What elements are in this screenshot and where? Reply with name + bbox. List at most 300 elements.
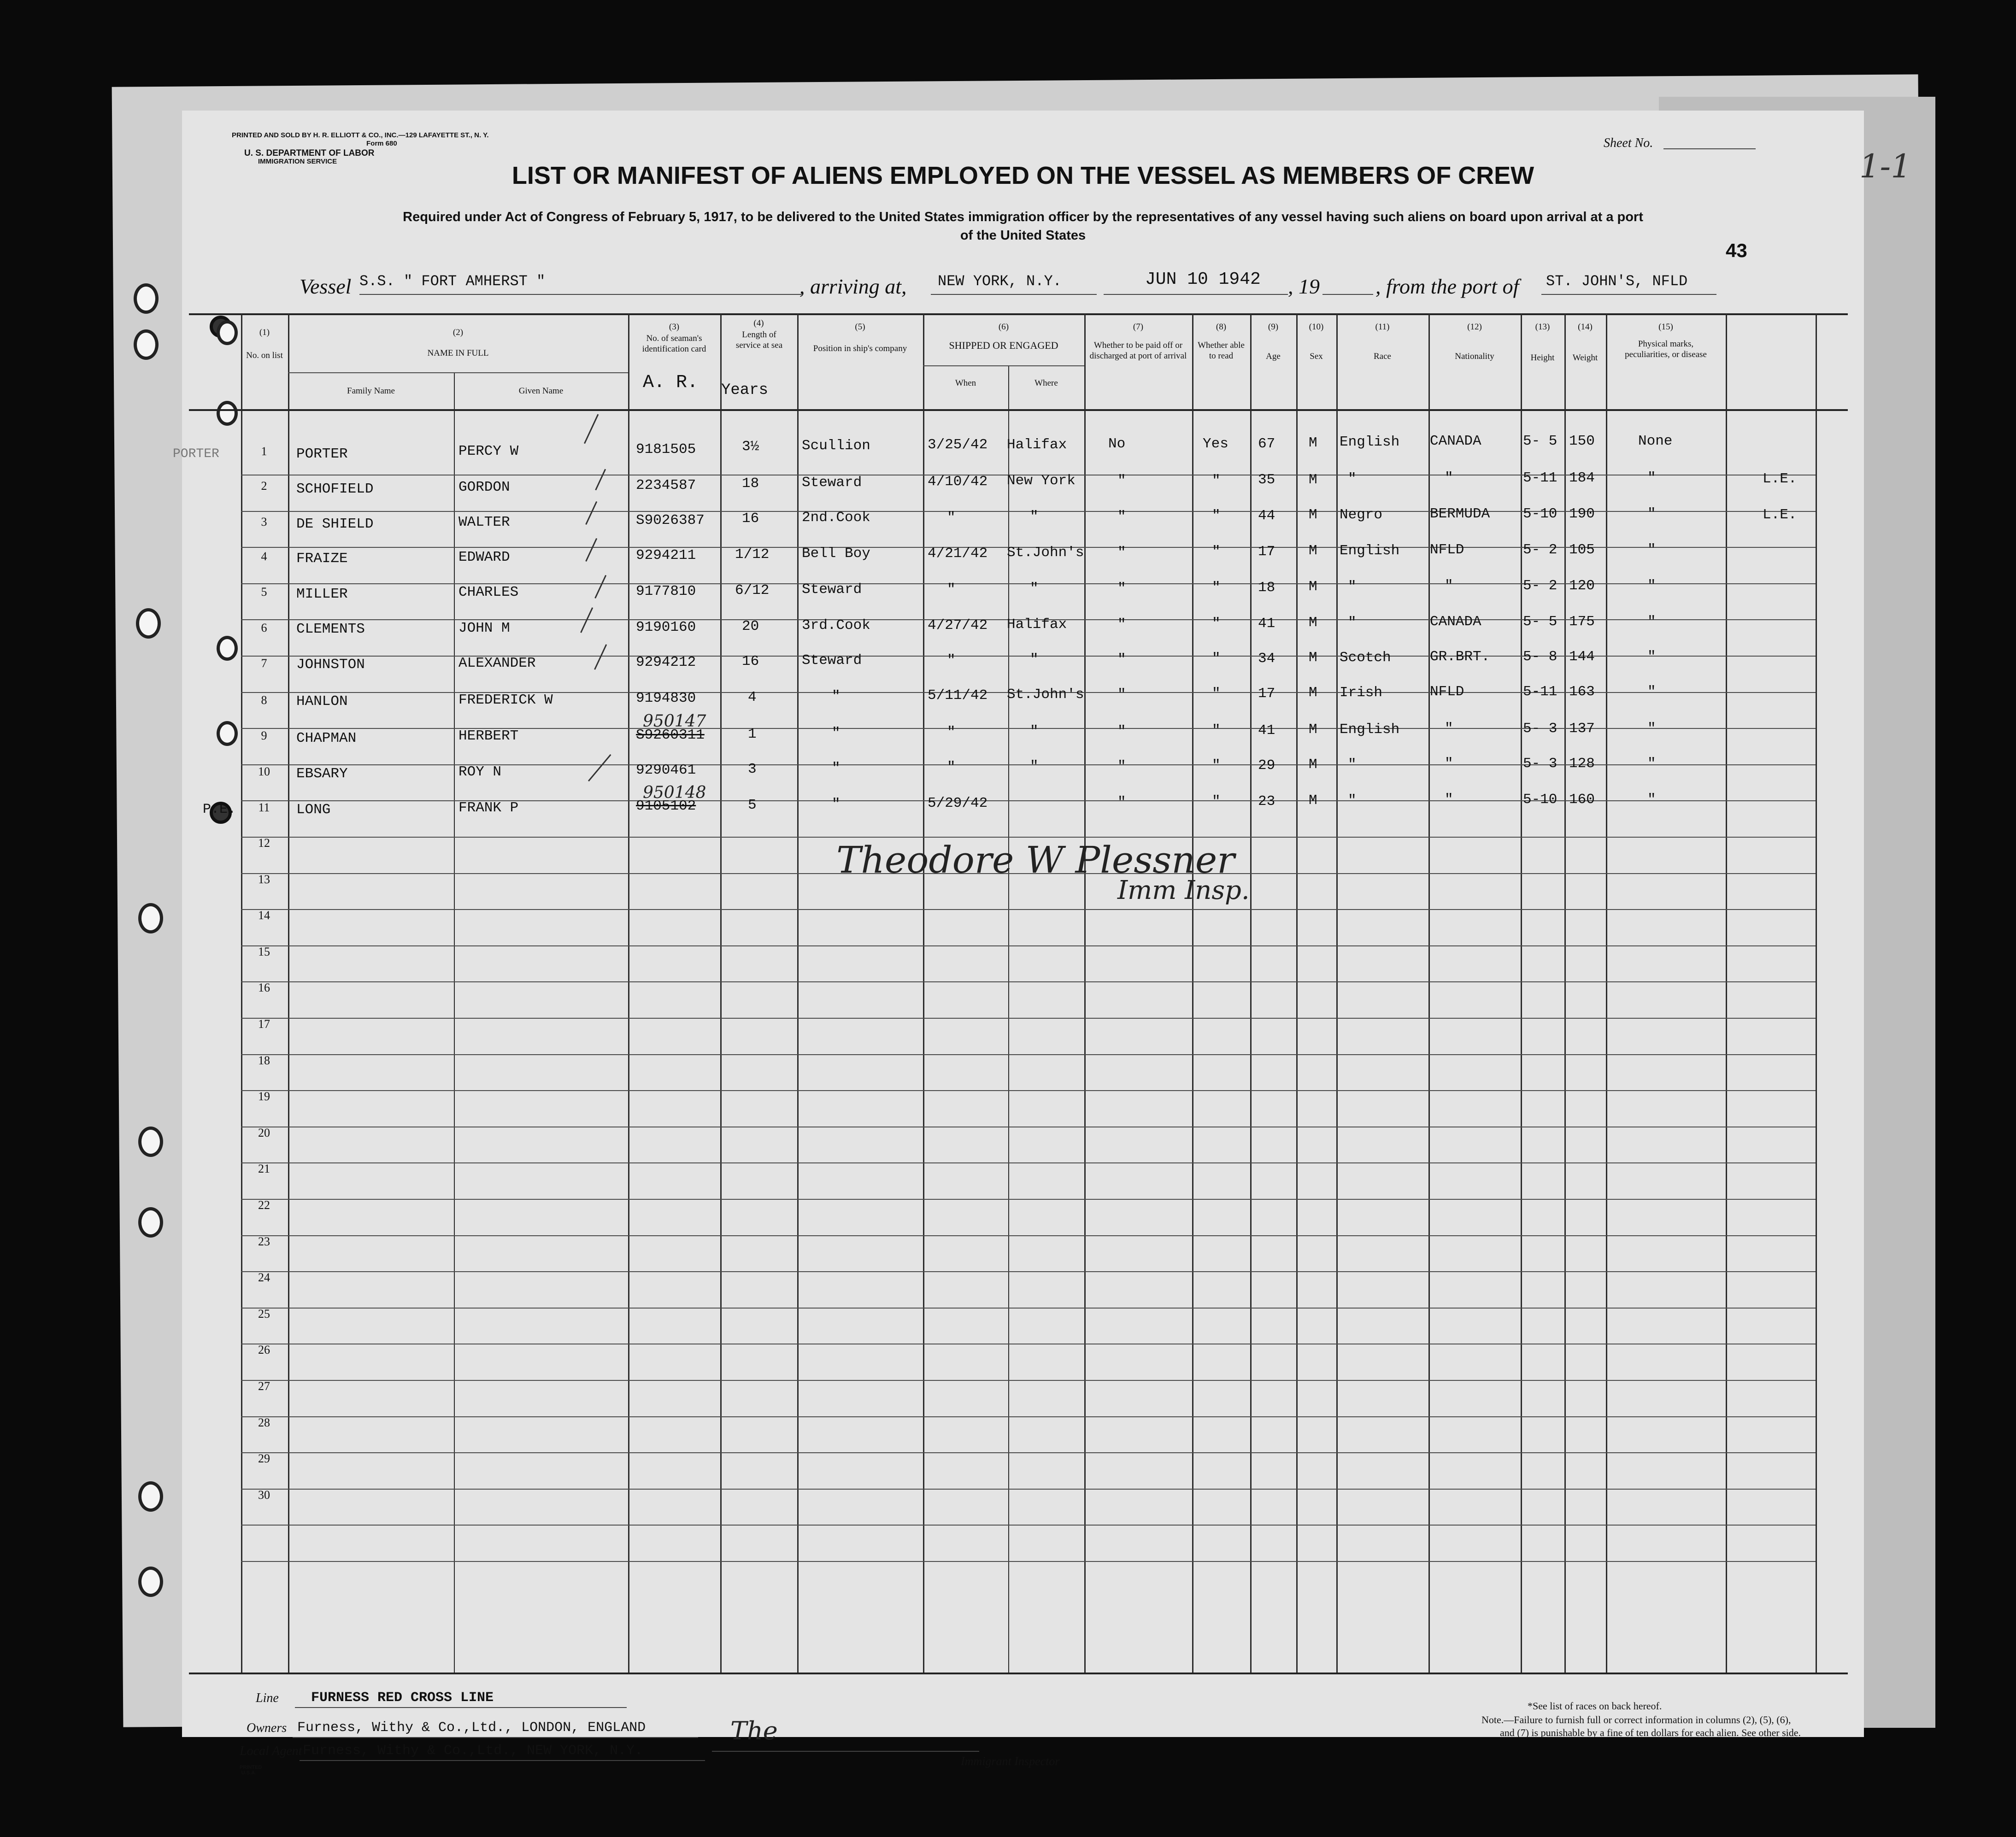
col4-num: (4) [753, 318, 764, 328]
when-header: When [955, 378, 976, 388]
height: 5- 2 [1523, 578, 1558, 594]
row-line [241, 1271, 1816, 1272]
col11-header: Race [1374, 352, 1391, 361]
printed-in-usa-stamp: PRINTED U.S.A. [240, 1765, 262, 1776]
id-card-number: 9294212 [636, 654, 696, 670]
given-name: HERBERT [458, 728, 519, 744]
column-divider [1192, 313, 1193, 1673]
sheet-number-line [1663, 148, 1756, 149]
row-line [241, 1380, 1816, 1381]
column-divider [1250, 313, 1252, 1673]
handwritten-card-correction: 950148 [643, 783, 706, 802]
subtitle: Required under Act of Congress of February 5, 1917, to be delivered to the United States immigration officer by the representatives of any vessel having such aliens on board upon arrival at a port [403, 210, 1643, 224]
physical-marks: " [1647, 792, 1656, 808]
check-mark [578, 746, 611, 781]
header-bottom-border [189, 409, 1848, 411]
arriving-label: , arriving at, [799, 275, 907, 298]
line-label: Line [256, 1691, 279, 1705]
note-penalty-2: and (7) is punishable by a fine of ten dollars for each alien. See other side. [1500, 1727, 1801, 1738]
row-number: 23 [258, 1235, 270, 1248]
binder-hole [138, 1481, 163, 1512]
sex: M [1309, 435, 1317, 451]
years-at-sea: 4 [748, 689, 757, 705]
physical-marks: " [1647, 470, 1656, 486]
col9-header: Age [1266, 352, 1281, 361]
years-at-sea: 3½ [742, 439, 759, 455]
age: 18 [1258, 580, 1275, 596]
family-name: EBSARY [296, 766, 348, 782]
col2-header: NAME IN FULL [427, 348, 489, 358]
given-name: PERCY W [458, 443, 519, 459]
paid-off: " [1117, 794, 1126, 810]
id-card-number: 9181505 [636, 441, 696, 458]
shipped-where: St.John's [1007, 687, 1084, 703]
family-name: HANLON [296, 693, 348, 710]
weight: 190 [1569, 506, 1595, 522]
age: 44 [1258, 508, 1275, 524]
row-line [241, 1054, 1816, 1055]
column-divider [241, 313, 242, 1673]
check-mark [583, 464, 606, 490]
col8-header: Whether able to read [1198, 340, 1245, 361]
able-to-read: " [1212, 757, 1221, 774]
owners: Furness, Withy & Co.,Ltd., LONDON, ENGLAND [297, 1720, 646, 1736]
col10-header: Sex [1310, 352, 1323, 361]
id-card-number: 9190160 [636, 619, 696, 635]
given-name: FRANK P [458, 800, 519, 816]
id-card-number: S9260311 [636, 727, 705, 743]
row-number: 17 [258, 1017, 270, 1031]
row-number: 16 [258, 981, 270, 994]
row-number: 27 [258, 1379, 270, 1393]
manifest-sheet [173, 111, 1864, 1776]
col2-num: (2) [453, 328, 464, 337]
arrival-port: NEW YORK, N.Y. [938, 273, 1062, 290]
age: 17 [1258, 544, 1275, 560]
shipped-when: 4/27/42 [928, 617, 988, 634]
nationality: " [1445, 470, 1453, 486]
id-card-number: 9177810 [636, 583, 696, 599]
race: English [1340, 722, 1400, 738]
family-name: PORTER [296, 446, 348, 462]
row-line [241, 837, 1816, 838]
page-title: LIST OR MANIFEST OF ALIENS EMPLOYED ON THE VESSEL AS MEMBERS OF CREW [511, 162, 1534, 189]
sheet-number-label: Sheet No. [1604, 136, 1653, 150]
id-card-number: 2234587 [636, 477, 696, 493]
family-name: CLEMENTS [296, 621, 365, 637]
years-at-sea: 3 [748, 761, 757, 777]
weight: 144 [1569, 649, 1595, 665]
column-divider [797, 313, 799, 1673]
height: 5- 8 [1523, 649, 1558, 665]
row-number: 9 [261, 729, 267, 742]
weight: 105 [1569, 542, 1595, 558]
able-to-read: " [1212, 473, 1221, 489]
weight: 160 [1569, 792, 1595, 808]
height: 5- 2 [1523, 542, 1558, 558]
nationality: " [1445, 756, 1453, 772]
row-number: 29 [258, 1452, 270, 1465]
shipped-when: " [947, 724, 956, 740]
shipped-when: " [947, 510, 956, 526]
check-mark [569, 602, 593, 633]
shipped-when: " [947, 652, 956, 669]
binder-hole [217, 721, 238, 746]
col12-num: (12) [1467, 322, 1482, 332]
height: 5- 3 [1523, 756, 1558, 772]
nationality: BERMUDA [1430, 506, 1490, 522]
position: " [832, 796, 840, 812]
physical-marks: " [1647, 506, 1656, 522]
shipped-when: " [947, 581, 956, 598]
col12-header: Nationality [1455, 352, 1494, 361]
underline [712, 1751, 979, 1752]
physical-marks: " [1647, 542, 1656, 558]
row-number: 5 [261, 585, 267, 599]
sex: M [1309, 472, 1317, 488]
given-name: JOHN M [458, 620, 510, 636]
row-line [241, 945, 1816, 946]
family-name-header: Family Name [347, 386, 395, 396]
row-line [241, 1416, 1816, 1417]
race: " [1348, 757, 1357, 773]
race: " [1348, 615, 1357, 631]
col8-num: (8) [1216, 322, 1227, 332]
position: " [832, 725, 840, 741]
underline [1541, 294, 1716, 295]
from-port-label: , from the port of [1375, 275, 1519, 298]
handwritten-card-correction: 950147 [643, 712, 706, 731]
vessel-label: Vessel [300, 275, 352, 298]
paid-off: No [1108, 436, 1126, 452]
given-name: ROY N [458, 764, 502, 780]
able-to-read: " [1212, 580, 1221, 596]
check-mark [582, 639, 607, 669]
given-name: FREDERICK W [458, 692, 553, 708]
col6-header: SHIPPED OR ENGAGED [949, 340, 1058, 351]
name-subheader-line [288, 372, 628, 373]
row-number: 30 [258, 1488, 270, 1502]
col1-num: (1) [259, 328, 270, 337]
id-card-number: 9290461 [636, 762, 696, 778]
column-divider [1816, 313, 1817, 1673]
physical-marks: " [1647, 756, 1656, 772]
race: Irish [1340, 685, 1383, 701]
row-number: 26 [258, 1343, 270, 1356]
row-number: 25 [258, 1307, 270, 1321]
race: " [1348, 579, 1357, 595]
nationality: NFLD [1430, 542, 1464, 558]
binder-hole [136, 608, 161, 639]
binder-hole [138, 1127, 163, 1157]
nationality: CANADA [1430, 433, 1481, 449]
position: Bell Boy [802, 546, 870, 562]
row-number: 28 [258, 1416, 270, 1429]
position: 2nd.Cook [802, 510, 870, 526]
sex: M [1309, 792, 1317, 809]
column-divider [288, 313, 289, 1673]
paid-off: " [1117, 687, 1126, 703]
margin-note-right: L.E. [1763, 507, 1797, 523]
underline [359, 294, 802, 295]
shipped-where: New York [1007, 473, 1076, 489]
inspector-signature: Theodore W Plessner [836, 839, 1235, 881]
column-divider [1008, 366, 1009, 1673]
margin-mark: 1-1 [1859, 147, 1911, 185]
binder-hole [217, 636, 238, 661]
sex: M [1309, 757, 1317, 773]
row-number: 2 [261, 479, 267, 493]
vessel-name: S.S. " FORT AMHERST " [359, 273, 546, 290]
weight: 184 [1569, 470, 1595, 486]
row-number: 22 [258, 1198, 270, 1212]
shipped-where: " [1030, 509, 1039, 525]
binder-hole [217, 320, 238, 345]
col13-header: Height [1530, 353, 1555, 363]
row-number: 6 [261, 621, 267, 634]
able-to-read: " [1212, 651, 1221, 667]
row-line [241, 909, 1816, 910]
height: 5-10 [1523, 792, 1558, 808]
underline [1322, 294, 1373, 295]
binder-hole [138, 1207, 163, 1238]
year-label: , 19 [1288, 275, 1320, 298]
immigrant-inspector-label: Immigrant Inspector [961, 1755, 1060, 1768]
race: Negro [1340, 507, 1383, 523]
able-to-read: " [1212, 722, 1221, 739]
age: 35 [1258, 472, 1275, 488]
family-name: JOHNSTON [296, 657, 365, 673]
col11-num: (11) [1375, 322, 1390, 332]
binder-hole [217, 401, 238, 426]
sex: M [1309, 615, 1317, 631]
shipped-when: 4/10/42 [928, 474, 988, 490]
shipped-when: " [947, 759, 956, 775]
paid-off: " [1117, 545, 1126, 561]
row-number: 15 [258, 945, 270, 958]
able-to-read: " [1212, 544, 1221, 560]
able-to-read: " [1212, 508, 1221, 524]
id-card-number: 9194830 [636, 690, 696, 706]
column-divider [1726, 313, 1727, 1673]
height: 5- 3 [1523, 721, 1558, 737]
row-line [241, 1489, 1816, 1490]
column-divider [720, 313, 722, 1673]
physical-marks: " [1647, 721, 1656, 737]
form-number: Form 680 [366, 140, 397, 147]
shipped-where: Halifax [1007, 437, 1067, 453]
weight: 120 [1569, 578, 1595, 594]
inspector-initials: The [730, 1716, 778, 1745]
row-line [241, 1018, 1816, 1019]
col14-header: Weight [1572, 353, 1598, 363]
paid-off: " [1117, 616, 1126, 633]
col10-num: (10) [1309, 322, 1324, 332]
years-at-sea: 6/12 [735, 582, 770, 599]
underline [1104, 294, 1288, 295]
age: 67 [1258, 436, 1275, 452]
shipped-subheader-line [923, 365, 1084, 366]
age: 41 [1258, 616, 1275, 632]
height: 5-11 [1523, 684, 1558, 700]
paid-off: " [1117, 509, 1126, 525]
col4-header: Length of service at sea [735, 330, 783, 350]
binder-hole [138, 903, 163, 933]
given-name: GORDON [458, 479, 510, 495]
inspector-title: Imm Insp. [1117, 875, 1250, 905]
col9-num: (9) [1268, 322, 1279, 332]
row-number: 4 [261, 550, 267, 563]
row-number: 10 [258, 765, 270, 778]
position: 3rd.Cook [802, 617, 870, 634]
row-line [241, 1162, 1816, 1163]
weight: 128 [1569, 756, 1595, 772]
height: 5- 5 [1523, 433, 1558, 449]
nationality: CANADA [1430, 614, 1481, 630]
age: 34 [1258, 651, 1275, 667]
row-line [241, 1235, 1816, 1236]
row-number: 13 [258, 873, 270, 886]
weight: 175 [1569, 614, 1595, 630]
binder-hole [138, 1567, 163, 1597]
departure-port: ST. JOHN'S, NFLD [1546, 273, 1688, 290]
column-divider [628, 313, 629, 1673]
arrival-date-stamp: JUN 10 1942 [1145, 270, 1261, 289]
column-divider [454, 373, 455, 1673]
margin-note-right: L.E. [1763, 471, 1797, 487]
weight: 137 [1569, 721, 1595, 737]
id-card-number: S9026387 [636, 512, 705, 528]
years-at-sea: 1/12 [735, 546, 770, 563]
nationality: " [1445, 578, 1453, 594]
given-name: EDWARD [458, 549, 510, 565]
service: IMMIGRATION SERVICE [258, 158, 337, 165]
col5-num: (5) [855, 322, 865, 332]
position: " [832, 688, 840, 704]
sex: M [1309, 507, 1317, 523]
check-mark [572, 409, 599, 444]
underline [295, 1707, 627, 1708]
nationality: " [1445, 792, 1453, 808]
row-number: 12 [258, 836, 270, 850]
physical-marks: " [1647, 614, 1656, 630]
shipped-where: Halifax [1007, 616, 1067, 633]
col15-num: (15) [1658, 322, 1673, 332]
col7-header: Whether to be paid off or discharged at port of arrival [1089, 340, 1187, 361]
check-mark [574, 496, 597, 525]
height: 5- 5 [1523, 614, 1558, 630]
row-number: 18 [258, 1054, 270, 1067]
weight: 150 [1569, 433, 1595, 449]
column-divider [1296, 313, 1298, 1673]
margin-note-left: PORTER [173, 447, 219, 461]
column-divider [923, 313, 924, 1673]
id-card-number: 9105102 [636, 798, 696, 814]
col7-num: (7) [1133, 322, 1144, 332]
table-top-border [189, 313, 1848, 315]
shipped-when: 5/11/42 [928, 687, 988, 704]
row-line [241, 1308, 1816, 1309]
column-divider [1564, 313, 1566, 1673]
nationality: " [1445, 721, 1453, 737]
sex: M [1309, 543, 1317, 559]
given-name: ALEXANDER [458, 655, 536, 671]
column-divider [1606, 313, 1607, 1673]
local-agent: Furness, Withy & Co.,Ltd., NEW YORK, N.Y. [303, 1743, 643, 1759]
shipped-where: " [1030, 651, 1039, 668]
row-number: 21 [258, 1162, 270, 1175]
years-at-sea: 1 [748, 726, 757, 742]
row-line [241, 981, 1816, 982]
underline [300, 1760, 705, 1761]
row-number: 7 [261, 657, 267, 670]
age: 23 [1258, 793, 1275, 810]
row-line [241, 1561, 1816, 1562]
page-number: 43 [1726, 240, 1747, 261]
able-to-read: " [1212, 686, 1221, 702]
card-series-prefix: A. R. [643, 372, 699, 393]
able-to-read: " [1212, 616, 1221, 632]
position: Steward [802, 652, 862, 669]
column-divider [1084, 313, 1086, 1673]
weight: 163 [1569, 684, 1595, 700]
shipping-line: FURNESS RED CROSS LINE [311, 1690, 494, 1706]
height: 5-11 [1523, 470, 1558, 486]
local-agent-label: Local Agent [240, 1744, 302, 1758]
nationality: GR.BRT. [1430, 649, 1490, 665]
row-number: 11 [258, 801, 270, 814]
underline [293, 1737, 698, 1738]
column-divider [1521, 313, 1522, 1673]
underline [931, 294, 1097, 295]
position: Scullion [802, 438, 870, 454]
service-unit: Years [721, 381, 769, 399]
able-to-read: " [1212, 793, 1221, 810]
years-at-sea: 18 [742, 475, 759, 492]
note-races: *See list of races on back hereof. [1528, 1700, 1662, 1712]
binder-hole [134, 329, 159, 360]
note-penalty: Note.—Failure to furnish full or correct information in columns (2), (5), (6), [1481, 1714, 1791, 1725]
sex: M [1309, 722, 1317, 738]
subtitle-2: of the United States [960, 228, 1086, 243]
race: " [1348, 471, 1357, 487]
department: U. S. DEPARTMENT OF LABOR [244, 148, 375, 158]
shipped-where: " [1030, 581, 1039, 597]
race: " [1348, 792, 1357, 809]
age: 41 [1258, 722, 1275, 739]
shipped-where: " [1030, 758, 1039, 775]
col15-header: Physical marks, peculiarities, or disease [1625, 339, 1707, 359]
owners-label: Owners [247, 1721, 287, 1735]
row-line [241, 1452, 1816, 1453]
col3-header: No. of seaman's identification card [642, 334, 706, 354]
age: 29 [1258, 757, 1275, 774]
row-number: 1 [261, 445, 267, 458]
shipped-when: 3/25/42 [928, 437, 988, 453]
paid-off: " [1117, 473, 1126, 489]
years-at-sea: 16 [742, 511, 759, 527]
physical-marks: " [1647, 649, 1656, 665]
family-name: MILLER [296, 586, 348, 602]
row-line [241, 1090, 1816, 1091]
row-line [241, 1525, 1816, 1526]
row-number: 14 [258, 909, 270, 922]
nationality: NFLD [1430, 684, 1464, 700]
paid-off: " [1117, 723, 1126, 739]
family-name: LONG [296, 802, 331, 818]
shipped-where: " [1030, 723, 1039, 739]
age: 17 [1258, 686, 1275, 702]
